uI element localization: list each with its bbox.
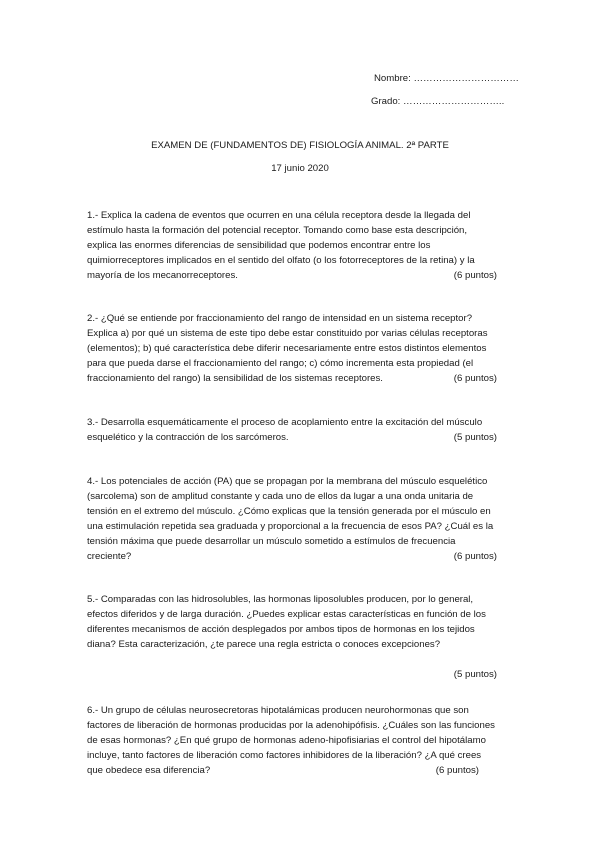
student-grade-field: Grado: …………………………..: [371, 96, 505, 107]
question-text-line: (sarcolema) son de amplitud constante y cada uno de ellos da lugar a una onda unitaria de: [87, 491, 474, 502]
question-text-line: tensión máxima que puede desarrollar un músculo sometido a estímulos de frecuencia: [87, 536, 456, 547]
question-text-line: tensión en el extremo del músculo. ¿Cómo explicas que la tensión generada por el músculo en: [87, 506, 491, 517]
question-last-line: [87, 371, 497, 386]
question-text-line: quimiorreceptores implicados en el sentido del olfato (o los fotorreceptores de la retina) y la: [87, 255, 475, 266]
question-text-line: fraccionamiento del rango) la sensibilidad de los sistemas receptores.: [87, 373, 383, 384]
student-name-field: Nombre: ……………………………: [374, 73, 519, 84]
question-3: [87, 415, 497, 445]
question-text-line: esquelético y la contracción de los sarcómeros.: [87, 432, 289, 443]
question-points: (6 puntos): [453, 373, 497, 384]
question-text-line: que obedece esa diferencia?: [87, 765, 211, 776]
question-text-line: explica las enormes diferencias de sensibilidad que podemos encontrar entre los: [87, 240, 431, 251]
question-text-line: de esas hormonas? ¿En qué grupo de hormonas adeno-hipofisiarias el control del hipotálamo: [87, 735, 486, 746]
question-points: (6 puntos): [435, 765, 479, 776]
question-text-line: 5.- Comparadas con las hidrosolubles, las hormonas liposolubles producen, por lo general,: [87, 594, 474, 605]
question-text-line: 6.- Un grupo de células neurosecretoras hipotalámicas producen neurohormonas que son: [87, 705, 469, 716]
question-points: (6 puntos): [453, 551, 497, 562]
exam-date: 17 junio 2020: [271, 163, 329, 174]
question-text-line: diferentes mecanismos de acción desplegados por ambos tipos de hormonas en los tejidos: [87, 624, 475, 635]
question-text-line: estímulo hasta la formación del potencial receptor. Tomando como base esta descripción,: [87, 225, 468, 236]
question-text-line: efectos diferidos y de larga duración. ¿Puedes explicar estas características en función de los: [87, 609, 486, 620]
question-last-line: [87, 430, 497, 445]
question-text-line: Explica a) por qué un sistema de este tipo debe estar constituido por varias células receptoras: [87, 328, 488, 339]
question-points: (5 puntos): [453, 669, 497, 680]
question-6: [87, 703, 497, 778]
question-points: (6 puntos): [453, 270, 497, 281]
question-text-line: 4.- Los potenciales de acción (PA) que se propagan por la membrana del músculo esquelético: [87, 476, 488, 487]
question-5: [87, 592, 497, 682]
question-last-line: [87, 549, 497, 564]
question-points: (5 puntos): [453, 432, 497, 443]
question-text-line: creciente?: [87, 551, 132, 562]
question-last-line: [87, 763, 497, 778]
question-text-line: diana? Esta caracterización, ¿te parece una regla estricta o conoces excepciones?: [87, 639, 441, 650]
question-text-line: una estimulación repetida sea graduada y proporcional a la frecuencia de esos PA? ¿Cuál es la: [87, 521, 494, 532]
blank-line: [87, 652, 497, 667]
question-text-line: (elementos); b) qué característica debe diferir necesariamente entre estos distintos elementos: [87, 343, 487, 354]
question-text-line: 3.- Desarrolla esquemáticamente el proceso de acoplamiento entre la excitación del músculo: [87, 417, 483, 428]
question-text-line: para que pueda darse el fraccionamiento del rango; c) cómo incrementa esta propiedad (el: [87, 358, 474, 369]
question-last-line: [87, 268, 497, 283]
question-4: [87, 474, 497, 564]
question-text-line: factores de liberación de hormonas producidas por la adenohipófisis. ¿Cuáles son las funciones: [87, 720, 495, 731]
exam-title: EXAMEN DE (FUNDAMENTOS DE) FISIOLOGÍA ANIMAL. 2ª PARTE: [151, 140, 449, 151]
question-text-line: mayoría de los mecanorreceptores.: [87, 270, 238, 281]
question-2: [87, 311, 497, 386]
question-text-line: 1.- Explica la cadena de eventos que ocurren en una célula receptora desde la llegada del: [87, 210, 471, 221]
question-text-line: 2.- ¿Qué se entiende por fraccionamiento del rango de intensidad en un sistema receptor?: [87, 313, 473, 324]
question-1: [87, 208, 497, 283]
question-text-line: incluye, tanto factores de liberación como factores inhibidores de la liberación? ¿A qué crees: [87, 750, 482, 761]
